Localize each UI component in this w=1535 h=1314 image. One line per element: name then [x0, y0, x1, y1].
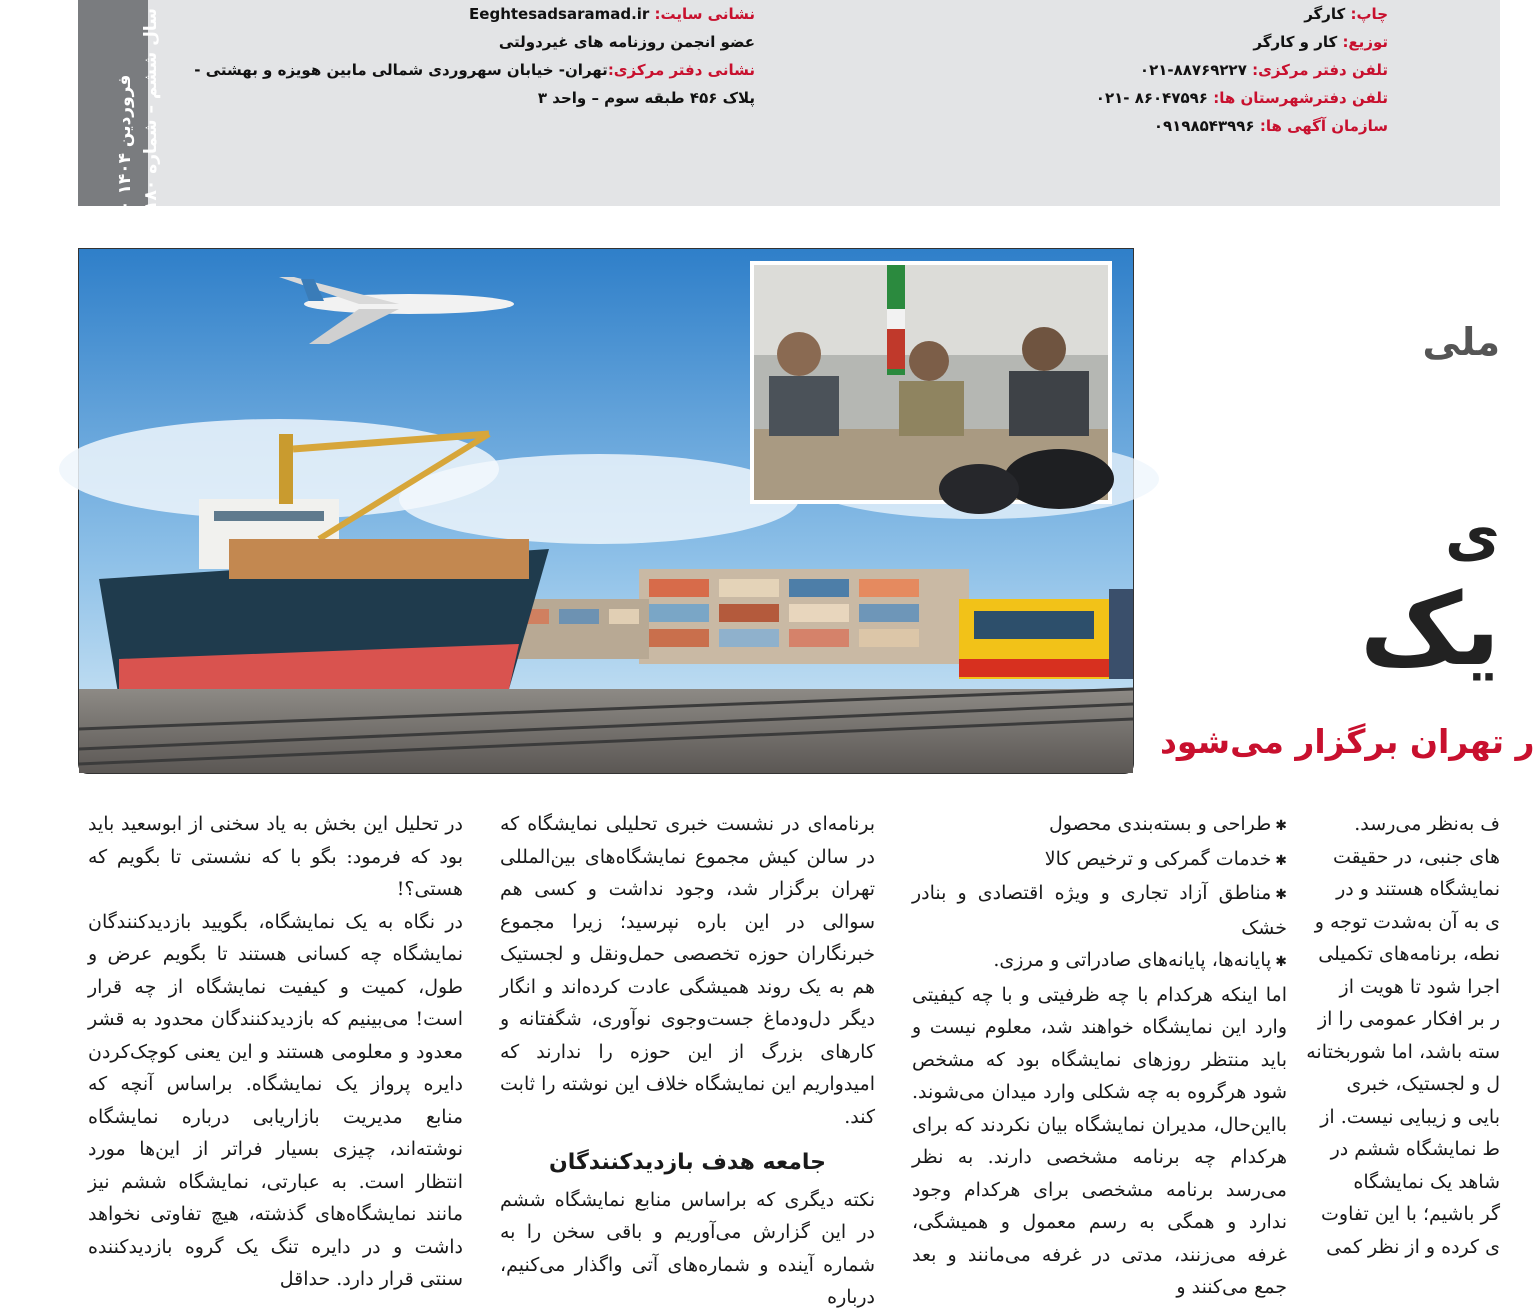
bullet-item: ✱ پایانه‌ها، پایانه‌های صادراتی و مرزی. [912, 944, 1287, 979]
province-phone-row: تلفن دفترشهرستان ها: ۸۶۰۴۷۵۹۶ -۰۲۱ [1095, 89, 1388, 107]
train-icon [959, 589, 1133, 679]
issue-date-tab [78, 0, 161, 222]
headline-kicker: ملی [1422, 320, 1500, 364]
office-address-row-2: پلاک ۴۵۶ طبقه سوم – واحد ۳ [537, 89, 755, 107]
bullet-item: ✱ طراحی و بسته‌بندی محصول [912, 808, 1287, 843]
print-row: چاپ: کارگر [1304, 5, 1388, 23]
column-three-paragraph: اما اینکه هرکدام با چه ظرفیتی و با چه کیفیتی وارد این نمایشگاه خواهند شد، معلوم نیست و باید منتظر روزهای نمایشگاه بود که مشخص شود هرگروه به چه شکلی وارد میدان می‌شوند. بااین‌حال، مدیران نمایشگاه بیان نکردند که برای هرکدام چه برنامه مشخصی دارند. به نظر می‌رسد برنامه مشخصی برای هرکدام وجود ندارد و همگی به رسم معمول و همیشگی، غرفه می‌زنند، مدتی در غرفه می‌مانند و بعد جمع می‌کنند و [912, 983, 1287, 1298]
ads-row: سازمان آگهی ها: ۰۹۱۹۸۵۴۳۹۹۶ [1153, 117, 1388, 135]
office-address-row: نشانی دفتر مرکزی:تهران- خیابان سهروردی شمالی مابین هویزه و بهشتی - [194, 61, 755, 79]
bullet-item: ✱ خدمات گمرکی و ترخیص کالا [912, 843, 1287, 878]
central-phone-row: تلفن دفتر مرکزی: ۸۸۷۶۹۲۲۷-۰۲۱ [1139, 61, 1388, 79]
column-two-paragraph-2: نکته دیگری که براساس منابع نمایشگاه ششم در این گزارش می‌آوریم و باقی سخن را به شماره آینده و شماره‌های آتی واگذار می‌کنیم، درباره [500, 1188, 875, 1308]
column-right-partial: ف به‌نظر می‌رسد. های جنبی، در حقیقت نمایشگاه هستند و در ی به آن به‌شدت توجه و نطه، برنامه‌های تکمیلی اجرا شود تا هویت از ر بر افکار عمومی را از سته باشد، اما شوربختانه ل و لجستیک، خبری بایی و زیبایی نیست. از ط نمایشگاه ششم در شاهد یک نمایشگاه گر باشیم؛ با این تفاوت ی کرده و از نظر کمی [1306, 813, 1500, 1258]
column-two-paragraph: برنامه‌ای در نشست خبری تحلیلی نمایشگاه که در سالن کیش مجموع نمایشگاه‌های بین‌المللی تهران برگزار شد، وجود نداشت و کسی هم سوالی در این باره نپرسید؛ زیرا مجموع خبرنگاران حوزه تخصصی حمل‌ونقل و لجستیک هم به یک روند همیشگی عادت کرده‌اند و انگار دیگر دل‌ودماغ جست‌وجوی نوآوری، شگفتانه و کارهای بزرگ از این حوزه را ندارند که امیدواریم این نمایشگاه خلاف این نوشته را ثابت کند. [500, 813, 875, 1128]
column-one-paragraph-2: در نگاه به یک نمایشگاه، بگویید بازدیدکنندگان نمایشگاه چه کسانی هستند تا بگویم عرض و طول، کمیت و کیفیت نمایشگاه از چه قرار است! می‌بینیم که بازدیدکنندگان محدود به قشر معدود و معلومی هستند و این یعنی کوچک‌کردن دایره پرواز یک نمایشگاه. براساس آنچه که منابع مدیریت بازاریابی درباره نمایشگاه نوشته‌اند، چیزی بسیار فراتر از این‌ها مورد انتظار است. به عبارتی، نمایشگاه ششم نیز مانند نمایشگاه‌های گذشته، هیچ تفاوتی نخواهد داشت و در دایره تنگ یک گروه بازدیدکننده سنتی قرار دارد. حداقل [88, 910, 463, 1290]
headline-subhead: ر تهران برگزار می‌شود [1160, 722, 1535, 761]
distribution-row: توزیع: کار و کارگر [1253, 33, 1388, 51]
column-one-paragraph: در تحلیل این بخش به یاد سخنی از ابوسعید باید بود که فرمود: بگو با که نشستی تا بگویم که هستی؟! [88, 813, 463, 900]
bullet-item: ✱ مناطق آزاد تجاری و ویژه اقتصادی و بنادر خشک [912, 877, 1287, 944]
headline-fragment: ی [1445, 500, 1500, 570]
issue-date: ۳۰ فروردین ۱۴۰۴ [115, 74, 135, 222]
association-row: عضو انجمن روزنامه های غیردولتی [498, 33, 755, 51]
section-heading: جامعه هدف بازدیدکنندگان [548, 1150, 827, 1175]
press-conference-photo [750, 261, 1114, 514]
column-one [88, 808, 463, 1290]
masthead-right-info [1096, 0, 1388, 140]
masthead-left-info [194, 0, 755, 112]
site-address-row: نشانی سایت: Eeghtesadsaramad.ir [469, 5, 755, 23]
issue-number: سال ششم – شماره ۲۱۸۰ [141, 8, 161, 222]
headline-main: یک [1360, 571, 1500, 688]
column-three [912, 808, 1287, 1298]
column-two [500, 808, 875, 1308]
logistics-photo [78, 248, 1134, 774]
